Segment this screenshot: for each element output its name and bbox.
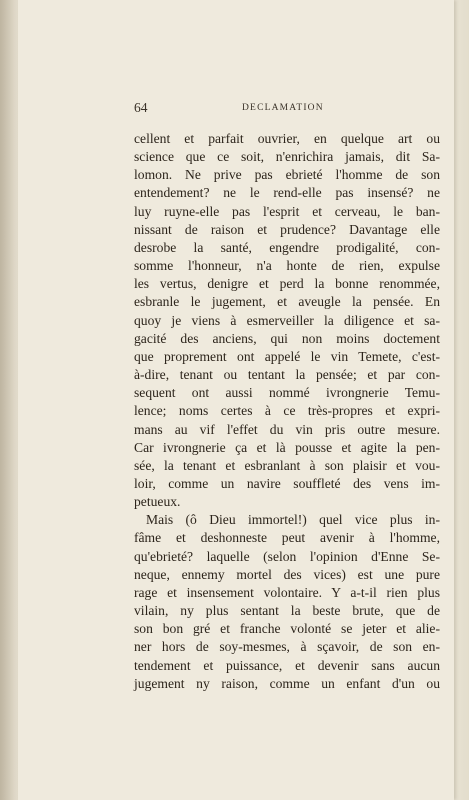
text-line: nissant de raison et prudence? Davantage elle: [134, 221, 440, 237]
text-line: lence; noms certes à ce très-propres et expri-: [134, 403, 440, 419]
text-line: qu'ebrieté? laquelle (selon l'opinion d'Enne Se-: [134, 548, 440, 564]
text-line: les vertus, denigre et perd la bonne renommée,: [134, 276, 440, 292]
text-line: mans au vif l'effet du vin pris outre mesure.: [134, 421, 440, 437]
text-line: sée, la tenant et esbranlant à son plaisir et vou-: [134, 457, 440, 473]
page-header: [18, 100, 454, 118]
text-line: Car ivrongnerie ça et là pousse et agite la pen-: [134, 439, 440, 455]
text-line: desrobe la santé, engendre prodigalité, con-: [134, 239, 440, 255]
text-line: à-dire, tenant ou tentant la pensée; et par con-: [134, 367, 440, 383]
text-line: tendement et puissance, et devenir sans aucun: [134, 657, 440, 673]
running-title: DECLAMATION: [242, 103, 324, 113]
text-line: son bon gré et franche volonté se jeter et alie-: [134, 621, 440, 637]
text-line: esbranle le jugement, et aveugle la pensée. En: [134, 294, 440, 310]
text-line: que proprement ont appelé le vin Temete, c'est-: [134, 348, 440, 364]
text-line: loir, comme un navire soufflеté des vens im-: [134, 475, 440, 491]
text-line: luy ruyne-elle pas l'esprit et cerveau, le ban-: [134, 203, 440, 219]
text-line: fâme et deshonneste peut avenir à l'homme,: [134, 530, 440, 546]
book-page: [18, 0, 454, 800]
text-line: entendement? ne le rend-elle pas insensé? ne: [134, 185, 440, 201]
page-number: 64: [134, 100, 148, 115]
text-line: ner hors de soy-mesmes, à sçavoir, de son en-: [134, 639, 440, 655]
text-line: jugement ny raison, comme un enfant d'un ou: [134, 675, 440, 691]
text-line: petueux.: [134, 494, 181, 510]
body-text: [134, 130, 440, 693]
text-line: vilain, ny plus sentant la beste brute, que de: [134, 603, 440, 619]
text-line: science que ce soit, n'enrichira jamais, dit Sa-: [134, 149, 440, 165]
paragraph-first-line: Mais (ô Dieu immortel!) quel vice plus in-: [146, 512, 440, 528]
text-line: lomon. Ne prive pas ebrieté l'homme de son: [134, 167, 440, 183]
text-line: somme l'honneur, n'a honte de rien, expulse: [134, 258, 440, 274]
text-line: sequent ont aussi nommé ivrongnerie Temu-: [134, 385, 440, 401]
text-line: quoy je viens à esmerveiller la diligence et sa-: [134, 312, 440, 328]
text-line: gacité des anciens, qui non moins doctement: [134, 330, 440, 346]
text-line: cellent et parfait ouvrier, en quelque art ou: [134, 131, 440, 146]
text-line: rage et insensement volontaire. Y a-t-il rien plus: [134, 584, 440, 600]
text-line: neque, ennemy mortel des vices) est une pure: [134, 566, 440, 582]
